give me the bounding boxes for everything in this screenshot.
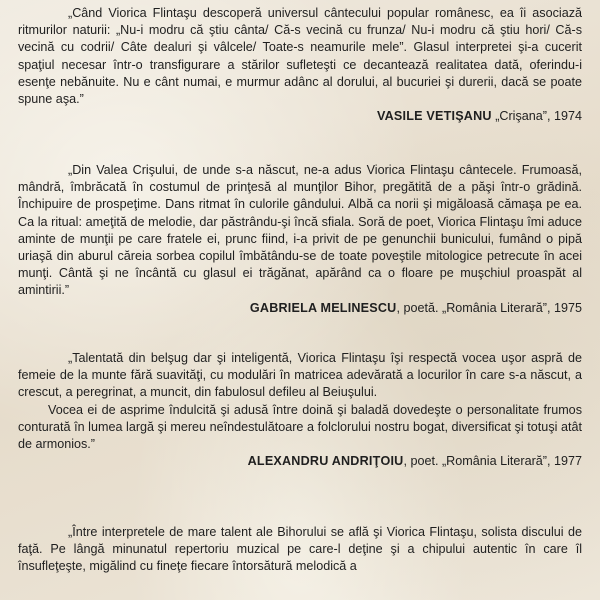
quote-paragraph: Vocea ei de asprime îndulcită şi adusă între doină şi baladă dovedeşte o personalitate frumos conturată în lumea largă şi mereu neîndestulătoare a folclorului nostru bogat, diversificat şi totuşi atât de armonios.” <box>18 402 582 452</box>
quote-block-intro <box>18 524 582 576</box>
quote-source: , poet. „România Literară”, 1977 <box>403 454 582 469</box>
quote-source: , poetă. „România Literară”, 1975 <box>396 300 582 315</box>
quote-paragraph: „Talentată din belşug dar şi inteligentă, Viorica Flintaşu îşi respectă vocea uşor aspră de femeie de la munte fără suavităţi, cu modulări în matricea adevărată a locurilor în care s-a născut, a crescut, a peregrinat, a muncit, din fabulosul defileu al Beiuşului. <box>18 351 582 400</box>
quote-source: „Crişana”, 1974 <box>491 109 582 124</box>
quote-author: ALEXANDRU ANDRIŢOIU <box>247 454 404 469</box>
quote-block-vetisanu <box>18 5 582 125</box>
quote-paragraph: „Între interpretele de mare talent ale Bihorului se află şi Viorica Flintaşu, solista discului de faţă. Pe lângă minunatul repertoriu muzical pe care-l deţine şi a chipului autentic în care îl însufleţeşte, migălind cu fineţe fiecare întorsătură melodică a <box>18 525 582 574</box>
quote-paragraph: „Când Viorica Flintaşu descoperă universul cântecului popular românesc, ea îi asociază ritmurilor naturii: „Nu-i modru că ştiu cânta/ Că-s vecină cu frunza/ Nu-i modru că ştiu hori/ Că-s vecină cu codrii/ Câte dealuri şi vâlcele/ Toate-s neamurile mele”. Glasul interpretei şi-a cucerit spaţiul necesar într-o transfigurare a stărilor sufleteşti ce decantează realitatea dată, oferindu-i esenţe nebănuite. Nu e cânt numai, e murmur adânc al dorului, al bucuriei şi durerii, dacă se poate spune aşa.” <box>18 6 582 107</box>
quote-text <box>18 162 582 300</box>
quote-attribution <box>18 453 582 470</box>
quote-text <box>18 350 582 453</box>
quote-attribution <box>18 108 582 125</box>
quote-text <box>18 5 582 108</box>
quote-paragraph: „Din Valea Crişului, de unde s-a născut, ne-a adus Viorica Flintaşu cântecele. Frumoasă, mândră, îmbrăcată în costumul de prinţesă al munţilor Bihor, pregătită de a păşi într-o grădină. Închipuire de prospeţime. Dans ritmat în culorile gândului. Albă ca norii şi migăloasă cămaşa pe ea. Ca la ritual: ameţită de melodie, dar păstrându-şi încă sfiala. Soră de poet, Viorica Flintaşu îmi aduce aminte de munţii pe care fratele ei, prunc fiind, i-a privit de pe genunchii bunicului, fumând o pipă uriaşă din aburul căreia sorbea copilul îmbătându-se de toate poveştile mitologice petrecute în acei munţi. Cântă şi ne încântă cu glasul ei trăgănat, apărând ca o floare pe muşchiul proaspăt al amintirii.” <box>18 163 582 298</box>
quote-author: VASILE VETIŞANU <box>376 109 492 124</box>
quote-attribution <box>18 300 582 317</box>
quote-text <box>18 524 582 576</box>
quote-author: GABRIELA MELINESCU <box>249 300 397 315</box>
quote-block-andritoiu <box>18 350 582 470</box>
quote-block-melinescu <box>18 162 582 317</box>
